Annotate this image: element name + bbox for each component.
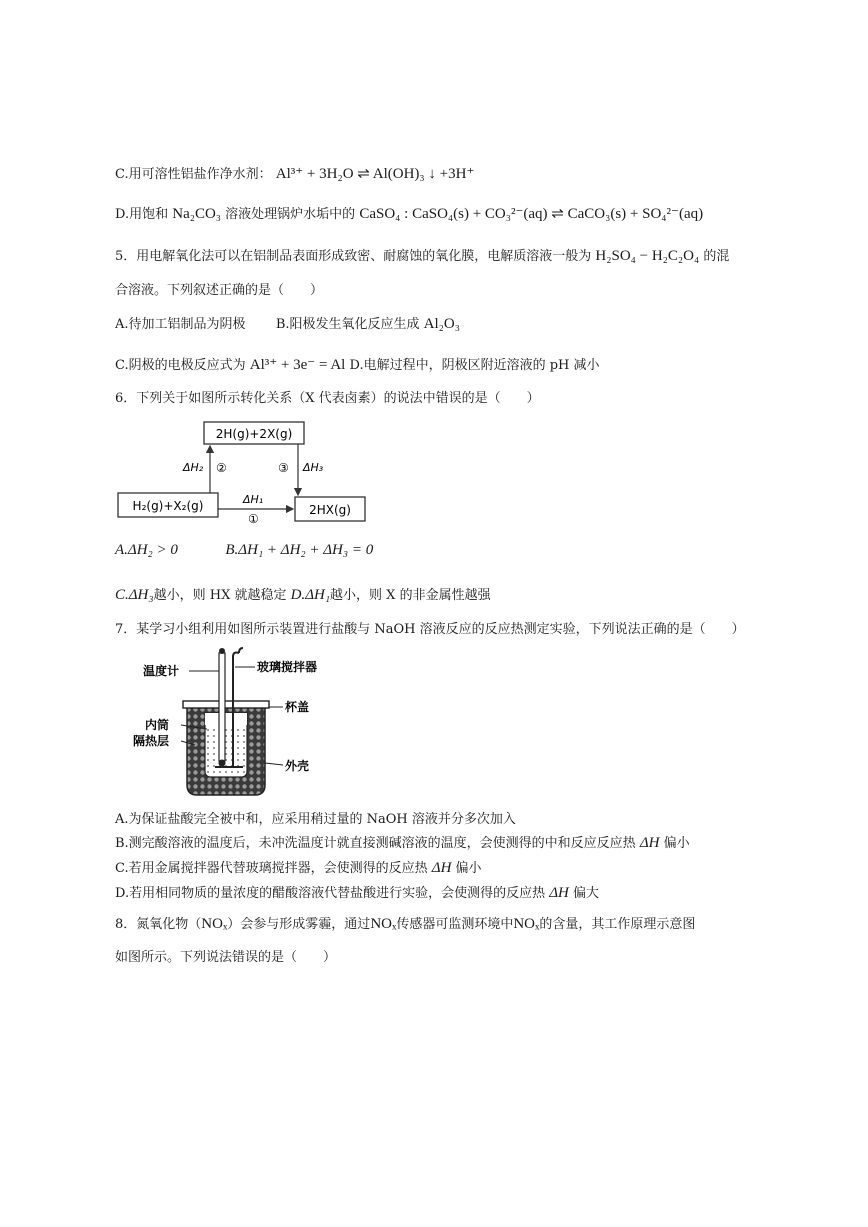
right-box-label: 2HX(g) <box>309 503 351 517</box>
question-text: ）会参与形成雾霾，通过 <box>227 917 371 932</box>
formula: NOₓ <box>201 916 228 932</box>
q6-options-ab <box>115 542 373 559</box>
formula: ΔH <box>549 885 569 901</box>
option-text: C.若用金属搅拌器代替玻璃搅拌器，会使测得的反应热 <box>115 861 428 876</box>
question-text: 5．用电解氧化法可以在铝制品表面形成致密、耐腐蚀的氧化膜，电解质溶液一般为 <box>115 249 592 264</box>
question-text: 8．氮氧化物（ <box>115 917 202 932</box>
option-d: 越小，则 X 的非金属性越强 <box>330 588 491 603</box>
option-c: C.阴极的电极反应式为 <box>115 358 246 373</box>
option-text: D.若用相同物质的量浓度的醋酸溶液代替盐酸进行实验，会使测得的反应热 <box>115 886 546 901</box>
step-1-label: ① <box>248 512 259 526</box>
question-text: 的混 <box>703 249 730 264</box>
label-insulation: 隔热层 <box>133 734 170 748</box>
q7-option-a: A.为保证盐酸完全被中和，应采用稍过量的 NaOH 溶液并分多次加入 <box>115 812 516 827</box>
q8-stem-line1 <box>115 913 695 933</box>
option-b: B.阳极发生氧化反应生成 <box>275 317 420 332</box>
formula: NOₓ <box>370 916 397 932</box>
option-text: 偏大 <box>573 886 600 901</box>
option-a: A.ΔH₂ > 0 <box>115 542 178 558</box>
option-a: A.待加工铝制品为阴极 <box>115 317 246 332</box>
q4-option-c <box>115 163 474 183</box>
option-text: B.测完酸溶液的温度后，未冲洗温度计就直接测碱溶液的温度，会使测得的中和反应反应热 <box>115 836 636 851</box>
formula: C.ΔH₃ <box>115 587 154 603</box>
dh3-label: ΔH₃ <box>303 461 324 474</box>
q4-option-d <box>115 203 703 223</box>
left-box-label: H₂(g)+X₂(g) <box>132 499 204 513</box>
formula: Al³⁺ + 3e⁻ = Al <box>249 357 346 373</box>
option-b: B.ΔH₁ + ΔH₂ + ΔH₃ = 0 <box>225 542 374 558</box>
formula: Al₂O₃ <box>423 316 460 332</box>
option-c: 越小，则 HX 就越稳定 <box>153 588 287 603</box>
label-shell: 外壳 <box>285 759 310 773</box>
formula: D.ΔH₁ <box>290 587 331 603</box>
thermometer-bulb <box>219 760 226 767</box>
equation: Al³⁺ + 3H₂O ⇌ Al(OH)₃ ↓ +3H⁺ <box>275 166 475 182</box>
label-thermometer: 温度计 <box>143 664 180 678</box>
q5-options-cd <box>115 354 600 374</box>
option-text: 偏小 <box>663 836 690 851</box>
question-text: 的含量，其工作原理示意图 <box>539 917 696 932</box>
option-d: D.电解过程中，阴极区附近溶液的 pH 减小 <box>349 358 600 373</box>
dh1-label: ΔH₁ <box>243 493 264 506</box>
option-text: C.用可溶性铝盐作净水剂： <box>115 167 272 182</box>
top-box-label: 2H(g)+2X(g) <box>215 427 293 441</box>
option-text: 溶液处理锅炉水垢中的 <box>225 207 356 222</box>
q7-stem: 7．某学习小组利用如图所示装置进行盐酸与 NaOH 溶液反应的反应热测定实验，下列说法正确的是（ ） <box>115 622 745 637</box>
leader-shell <box>265 763 283 765</box>
thermometer <box>219 653 225 761</box>
q5-options-ab <box>115 313 460 333</box>
formula: Na₂CO₃ <box>172 206 222 222</box>
q5-stem-line1 <box>115 245 729 265</box>
formula: ΔH <box>431 860 452 876</box>
equation: CaSO₄ : CaSO₄(s) + CO₃²⁻(aq) ⇌ CaCO₃(s) + SO₄²⁻(aq) <box>359 206 704 222</box>
label-inner: 内筒 <box>145 718 170 732</box>
formula: NOₓ <box>513 916 540 932</box>
dh2-label: ΔH₂ <box>183 461 204 474</box>
option-text: 偏小 <box>455 861 482 876</box>
q6-options-cd <box>115 584 491 604</box>
q7-option-d <box>115 882 599 902</box>
formula: H₂SO₄ − H₂C₂O₄ <box>595 248 700 264</box>
question-text: 传感器可监测环境中 <box>396 917 514 932</box>
q7-calorimeter-diagram <box>115 643 365 803</box>
option-text: D.用饱和 <box>115 207 169 222</box>
q6-energy-diagram <box>115 415 375 530</box>
step-2-label: ② <box>216 461 227 475</box>
air-gap <box>205 713 247 725</box>
formula: ΔH <box>639 835 660 851</box>
lid <box>183 701 269 708</box>
step-3-label: ③ <box>278 461 289 475</box>
thermometer-top <box>219 648 225 654</box>
q8-stem-line2: 如图所示。下列说法错误的是（ ） <box>115 950 337 965</box>
q5-stem-line2: 合溶液。下列叙述正确的是（ ） <box>115 283 324 298</box>
label-stirrer: 玻璃搅拌器 <box>257 660 318 674</box>
q7-option-c <box>115 857 482 877</box>
q7-option-b <box>115 832 690 852</box>
q6-stem: 6．下列关于如图所示转化关系（X 代表卤素）的说法中错误的是（ ） <box>115 391 540 406</box>
label-lid: 杯盖 <box>285 700 310 714</box>
